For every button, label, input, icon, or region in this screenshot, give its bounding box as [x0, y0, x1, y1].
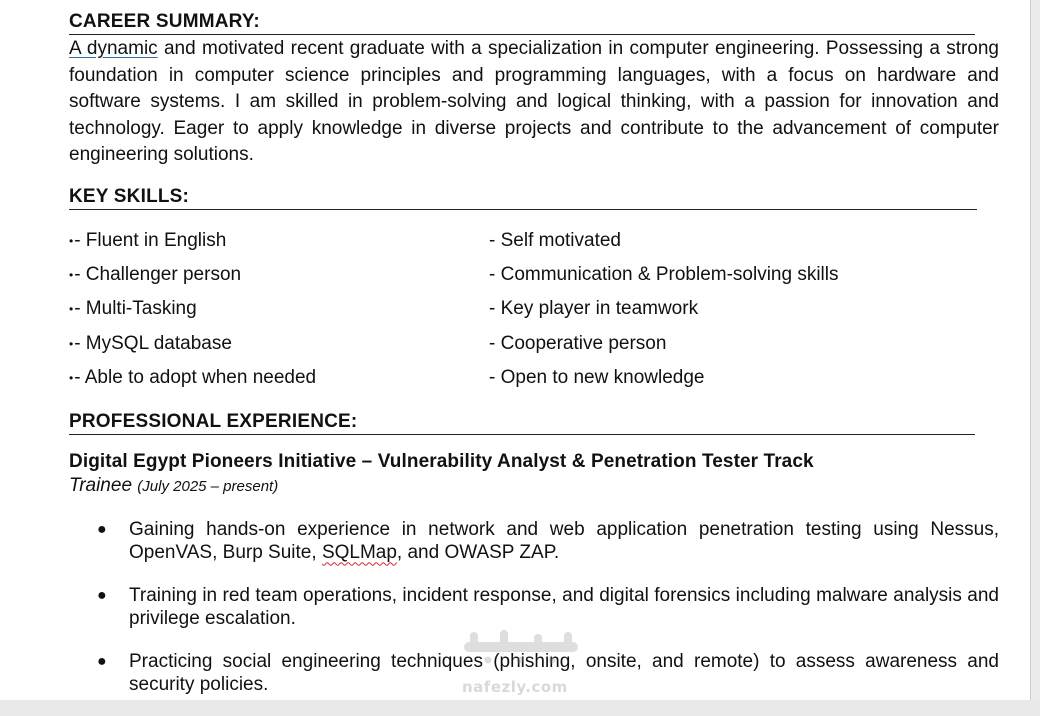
duty-item: ● Gaining hands-on experience in network and web application penetration testing using Nessus, OpenVAS, Burp Suite, SQLMap, and OWASP ZAP. — [97, 519, 999, 564]
bullet-dot-icon: ● — [97, 653, 107, 671]
job-role-line — [69, 474, 999, 499]
duty-item: ● Training in red team operations, incident response, and digital forensics including malware analysis and privilege escalation. — [97, 585, 999, 630]
skill-item: - Open to new knowledge — [489, 367, 705, 389]
key-skills-grid — [69, 224, 999, 396]
job-title: Digital Egypt Pioneers Initiative – Vulnerability Analyst & Penetration Tester Track — [69, 451, 814, 473]
spellcheck-flagged-word[interactable]: SQLMap — [321, 542, 397, 564]
job-role: Trainee — [69, 475, 133, 497]
skill-item: •- Multi-Tasking — [69, 298, 197, 320]
experience-heading: PROFESSIONAL EXPERIENCE: — [69, 410, 975, 435]
watermark-text: nafezly.com — [462, 678, 568, 696]
career-summary-text — [69, 36, 999, 169]
skill-item: - Self motivated — [489, 229, 621, 251]
career-summary-heading: CAREER SUMMARY: — [69, 10, 975, 35]
skills-right-column — [489, 224, 969, 396]
skill-item: •- MySQL database — [69, 332, 232, 354]
skill-item: - Key player in teamwork — [489, 298, 699, 320]
resume-content — [69, 10, 999, 716]
bullet-dot-icon: • — [69, 371, 74, 386]
duties-list — [69, 518, 999, 696]
bullet-dot-icon: • — [69, 336, 74, 351]
bullet-dot-icon: • — [69, 302, 74, 317]
job-dates: (July 2025 – present) — [137, 478, 279, 496]
bullet-dot-icon: • — [69, 267, 74, 282]
bullet-dot-icon: ● — [97, 587, 107, 605]
vertical-scrollbar[interactable] — [1031, 0, 1040, 700]
summary-lead-link[interactable]: A dynamic — [69, 38, 158, 59]
summary-body: and motivated recent graduate with a specialization in computer engineering. Possessing a strong foundation in computer science principles and programming languages, with a focus on hardware and software systems. I am skilled in problem-solving and logical thinking, with a passion for innovation and technology. Eager to apply knowledge in diverse projects and contribute to the advancement of computer engineering solutions. — [69, 38, 1000, 165]
skill-item: - Cooperative person — [489, 332, 667, 354]
skill-item: •- Able to adopt when needed — [69, 367, 317, 389]
key-skills-heading: KEY SKILLS: — [69, 185, 977, 210]
duty-item: ● Practicing social engineering techniques (phishing, onsite, and remote) to assess awareness and security policies. — [97, 651, 999, 696]
skill-item: - Communication & Problem-solving skills — [489, 263, 839, 285]
bullet-dot-icon: ● — [97, 521, 107, 539]
skill-item: •- Fluent in English — [69, 229, 227, 251]
skill-item: •- Challenger person — [69, 264, 242, 286]
bullet-dot-icon: • — [69, 233, 74, 248]
skills-left-column — [69, 224, 489, 396]
